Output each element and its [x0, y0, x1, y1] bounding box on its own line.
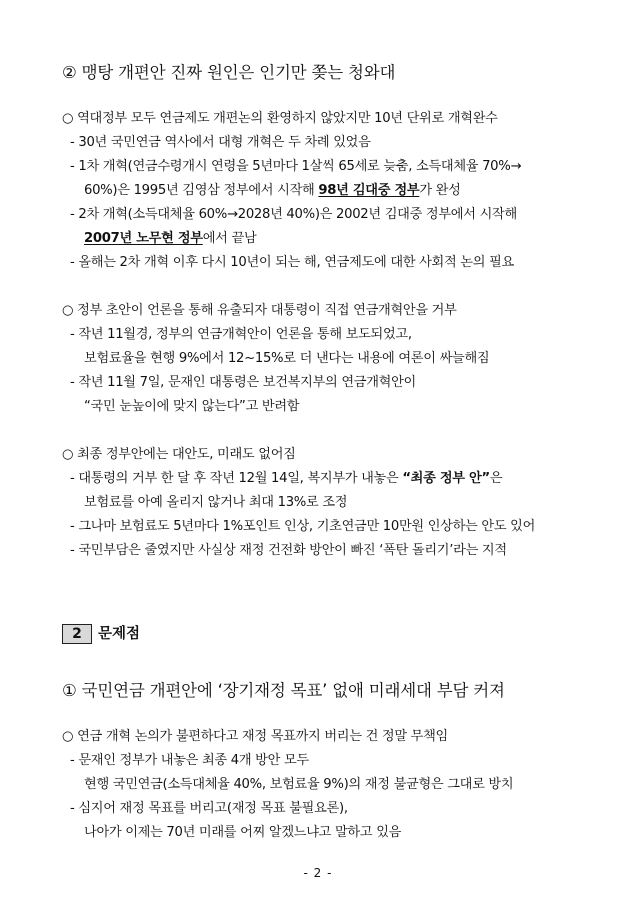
dash-premium-increase: - 그나마 보험료도 5년마다 1%포인트 인상, 기초연금만 10만원 인상하는 안도 있어 — [70, 519, 536, 534]
dash-november-line1: - 작년 11월경, 정부의 연금개혁안이 언론을 통해 보도되었고, — [70, 327, 412, 342]
dash-this-year: - 올해는 2차 개혁 이후 다시 10년이 되는 해, 연금제도에 대한 사회적 논의 필요 — [70, 255, 514, 270]
heading-cause: ② 맹탕 개편안 진짜 원인은 인기만 쫒는 청와대 — [62, 63, 396, 82]
bullet-final-plan: ○ 최종 정부안에는 대안도, 미래도 없어짐 — [62, 447, 296, 462]
dash-abandon-target-line1: - 심지어 재정 목표를 버리고(재정 목표 불필요론), — [70, 801, 348, 816]
december-tail: 은 — [489, 471, 503, 486]
dash-bomb-passing: - 국민부담은 줄였지만 사실상 재정 건전화 방안이 빠진 ‘폭탄 돌리기’라는 지적 — [70, 543, 507, 558]
page-number: - 2 - — [303, 866, 333, 880]
first-reform-text: 60%)은 1995년 김영삼 정부에서 시작해 — [84, 183, 319, 198]
dash-abandon-target-line2: 나아가 이제는 70년 미래를 어찌 알겠느냐고 말하고 있음 — [84, 825, 402, 840]
dash-four-options-line1: - 문재인 정부가 내놓은 최종 4개 방안 모두 — [70, 753, 309, 768]
dash-second-reform-line2 — [84, 230, 256, 248]
heading-future-burden: ① 국민연금 개편안에 ‘장기재정 목표’ 없애 미래세대 부담 커져 — [62, 681, 505, 700]
section-number-box: 2 — [62, 624, 92, 644]
dash-december-line1 — [70, 470, 502, 488]
dash-four-options-line2: 현행 국민연금(소득대체율 40%, 보험료율 9%)의 재정 불균형은 그대로 방치 — [84, 777, 514, 792]
first-reform-tail: 가 완성 — [419, 183, 461, 198]
dash-first-reform-line2 — [84, 182, 461, 200]
final-plan-emphasis: “최종 정부 안” — [402, 471, 490, 486]
dash-two-reforms: - 30년 국민연금 역사에서 대형 개혁은 두 차례 있었음 — [70, 135, 371, 150]
dash-december-line2: 보험료를 아예 올리지 않거나 최대 13%로 조정 — [84, 495, 348, 510]
section-title: 문제점 — [98, 626, 141, 642]
bullet-president-rejects: ○ 정부 초안이 언론을 통해 유출되자 대통령이 직접 연금개혁안을 거부 — [62, 303, 457, 318]
dash-first-reform-line1: - 1차 개혁(연금수령개시 연령을 5년마다 1살씩 65세로 늦춤, 소득대체율 70%→ — [70, 159, 522, 174]
bullet-irresponsible: ○ 연금 개혁 논의가 불편하다고 재정 목표까지 버리는 건 정말 무책임 — [62, 729, 448, 744]
dash-second-reform-line1: - 2차 개혁(소득대체율 60%→2028년 40%)은 2002년 김대중 정부에서 시작해 — [70, 207, 517, 222]
second-reform-tail: 에서 끝남 — [202, 231, 257, 246]
dash-nov7-line2: “국민 눈높이에 맞지 않는다”고 반려함 — [84, 399, 300, 414]
dash-november-line2: 보험료율을 현행 9%에서 12~15%로 더 낸다는 내용에 여론이 싸늘해짐 — [84, 351, 490, 366]
bullet-past-reforms: ○ 역대정부 모두 연금제도 개편논의 환영하지 않았지만 10년 단위로 개혁완수 — [62, 111, 498, 126]
first-reform-emphasis: 98년 김대중 정부 — [318, 183, 420, 198]
dash-nov7-line1: - 작년 11월 7일, 문재인 대통령은 보건복지부의 연금개혁안이 — [70, 375, 416, 390]
second-reform-emphasis: 2007년 노무현 정부 — [84, 231, 203, 246]
december-text: - 대통령의 거부 한 달 후 작년 12월 14일, 복지부가 내놓은 — [70, 471, 403, 486]
